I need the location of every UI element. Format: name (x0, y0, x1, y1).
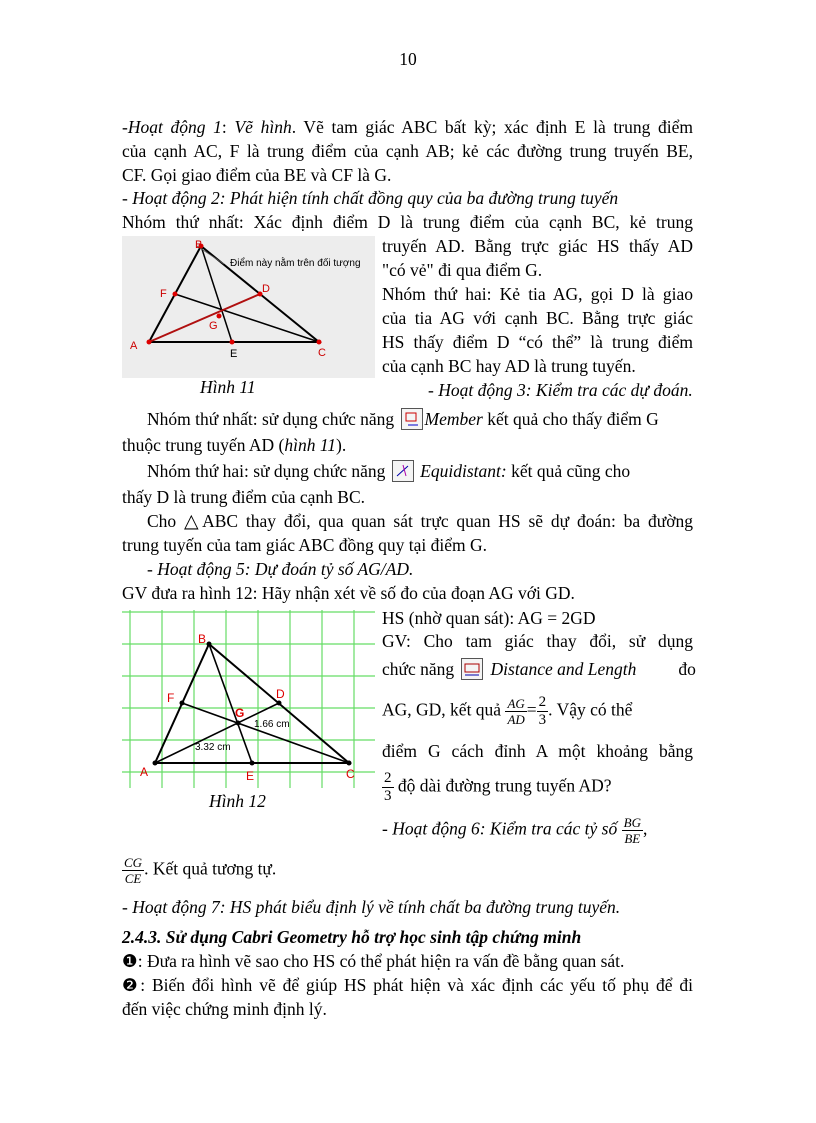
triangle-symbol: △ (184, 511, 203, 532)
bullet-2-line-2: đến việc chứng minh định lý. (122, 999, 327, 1019)
point-e (230, 340, 235, 345)
label-a: A (130, 340, 138, 352)
hs-observation: HS (nhờ quan sát): AG = 2GD (382, 608, 596, 628)
measure-ag: 3.32 cm (195, 742, 231, 753)
activity6-heading: - Hoạt động 6: Kiểm tra các tỷ số $\frac{BG}{BE}$ , (382, 815, 648, 846)
equidistant-line: Nhóm thứ hai: sử dụng chức năng Equidistant: kết quả cũng cho (147, 461, 631, 481)
fraction-two-thirds-2: $\frac{2}{3}$ (384, 770, 392, 804)
point-a (153, 761, 158, 766)
fraction-ag-ad: $\frac{AG}{AD}$ (507, 696, 525, 727)
label-f: F (160, 288, 167, 300)
point-a (147, 340, 152, 345)
page-number: 10 (399, 49, 417, 69)
member-line: Nhóm thứ nhất: sử dụng chức năng Member kết quả cho thấy điểm G (147, 409, 659, 429)
right-text-3: Nhóm thứ hai: Kẻ tia AG, gọi D là giao (382, 284, 693, 304)
right-text-6: của cạnh BC hay AD là trung tuyến. (382, 356, 636, 376)
point-c (317, 340, 322, 345)
bullet-2-mark: ❷ (122, 975, 141, 995)
activity1-line3: CF. Gọi giao điểm của BE và CF là G. (122, 165, 392, 185)
activity1-line2: của cạnh AC, F là trung điểm của cạnh AB; kẻ các đường trung truyến BE, (122, 141, 693, 161)
label-d: D (262, 283, 270, 295)
gv-line-5: $\frac{2}{3}$ độ dài đường trung tuyến AD? (384, 770, 612, 804)
figure-11-caption: Hình 11 (200, 377, 256, 397)
point-f (173, 292, 178, 297)
fraction-two-thirds: $\frac{2}{3}$ (538, 694, 547, 728)
median-ad (149, 294, 260, 342)
point-g (236, 721, 241, 726)
gv-line-4: điểm G cách đỉnh A một khoảng bằng (382, 741, 693, 761)
label-e: E (230, 348, 238, 360)
figure-12 (122, 610, 375, 788)
activity2-heading: - Hoạt động 2: Phát hiện tính chất đồng quy của ba đường trung tuyến (122, 188, 619, 208)
figure-11-note: Điểm này nằm trên đối tượng (230, 258, 361, 269)
label-a: A (140, 765, 149, 779)
label-b: B (198, 632, 207, 646)
point-c (347, 761, 352, 766)
right-text-1: truyến AD. Bằng trực giác HS thấy AD (382, 236, 693, 256)
equidistant-tool-icon (392, 460, 414, 482)
activity5-heading: - Hoạt động 5: Dự đoán tỷ số AG/AD. (147, 559, 414, 579)
fraction-bg-be: $\frac{BG}{BE}$ (623, 815, 641, 846)
point-g (217, 314, 222, 319)
section-heading: 2.4.3. Sử dụng Cabri Geometry hỗ trợ học sinh tập chứng minh (122, 927, 582, 947)
point-d (277, 701, 282, 706)
member-tool-icon (401, 408, 423, 430)
gv-line: GV đưa ra hình 12: Hãy nhận xét về số đo của đoạn AG với GD. (122, 583, 575, 603)
label-e: E (246, 769, 255, 783)
gv-line-3: AG, GD, kết quả $\frac{AG}{AD}$ = $\frac{2}{3}$ . Vậy có thể (382, 694, 633, 728)
activity3-heading: - Hoạt động 3: Kiểm tra các dự đoán. (428, 380, 693, 400)
figure-12-diagram (122, 610, 375, 788)
gv-line-1: GV: Cho tam giác thay đổi, sử dụng (382, 631, 693, 651)
cho-line-2: trung tuyến của tam giác ABC đồng quy tại điểm G. (122, 535, 488, 555)
equidistant-line-2: thấy D là trung điểm của cạnh BC. (122, 487, 365, 507)
right-text-5: HS thấy điểm D “có thể” là trung điểm (382, 332, 693, 352)
cho-line: Cho △ABC thay đổi, qua quan sát trực quan HS sẽ dự đoán: ba đường (147, 511, 693, 532)
distance-tool-icon (461, 658, 483, 680)
figure-12-caption: Hình 12 (209, 791, 266, 811)
figure-11 (122, 236, 375, 378)
label-g: G (235, 706, 245, 720)
gv-line-2: chức năng Distance and Length đo (382, 659, 696, 679)
median-cf (182, 703, 349, 763)
point-b (207, 642, 212, 647)
label-f: F (167, 691, 175, 705)
label-d: D (276, 687, 285, 701)
label-b: B (195, 239, 203, 251)
group1-line: Nhóm thứ nhất: Xác định điểm D là trung điểm của cạnh BC, kẻ trung (122, 212, 693, 232)
bullet-2: ❷: Biến đổi hình vẽ để giúp HS phát hiện và xác định các yếu tố phụ để đi (122, 975, 693, 995)
bullet-1: ❶: Đưa ra hình vẽ sao cho HS có thể phát hiện ra vấn đề bằng quan sát. (122, 951, 625, 971)
activity1-line1: -Hoạt động 1: Vẽ hình. Vẽ tam giác ABC bất kỳ; xác định E là trung điểm (122, 117, 693, 137)
point-e (250, 761, 255, 766)
point-f (180, 701, 185, 706)
median-ad (155, 703, 279, 763)
figure-11-diagram (122, 236, 375, 378)
fraction-cg-ce: $\frac{CG}{CE}$ (124, 855, 143, 886)
label-g: G (209, 320, 218, 332)
label-c: C (346, 767, 355, 781)
measure-gd: 1.66 cm (254, 719, 290, 730)
cg-line: $\frac{CG}{CE}$ . Kết quả tương tự. (124, 855, 277, 886)
activity7-heading: - Hoạt động 7: HS phát biểu định lý về tính chất ba đường trung tuyến. (122, 897, 621, 917)
right-text-2: "có vẻ" đi qua điểm G. (382, 260, 543, 280)
right-text-4: của tia AG với cạnh BC. Bằng trực giác (382, 308, 693, 328)
bullet-1-mark: ❶ (122, 951, 138, 971)
median-cf (175, 294, 319, 342)
label-c: C (318, 347, 326, 359)
member-line-2: thuộc trung tuyến AD (hình 11). (122, 435, 347, 455)
